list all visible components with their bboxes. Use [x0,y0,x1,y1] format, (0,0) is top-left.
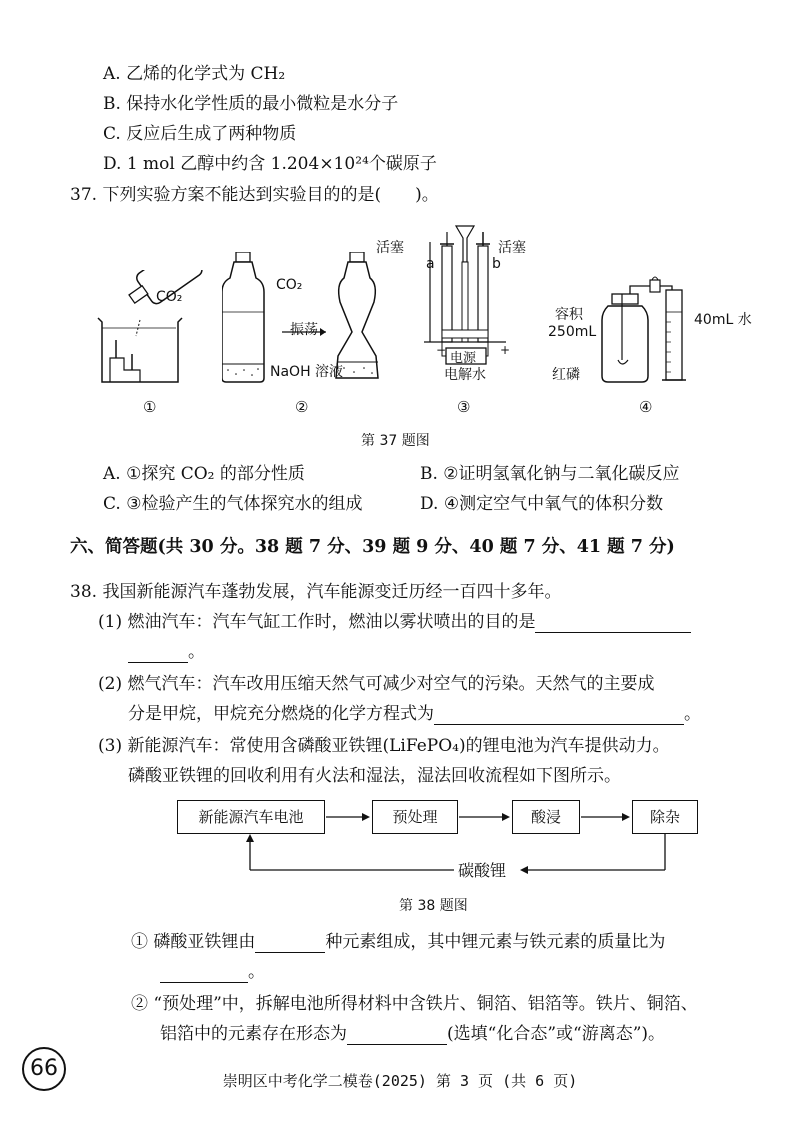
figure-number-3: ③ [457,398,471,416]
figure-2-shake-label: 振荡 [290,322,318,338]
figure-2-co2-label: CO₂ [276,277,303,293]
figure-3-tube-a: a [426,256,435,272]
figure-3-minus: − [436,343,447,357]
flow-step-battery: 新能源汽车电池 [177,800,325,834]
page-number-badge: 66 [22,1047,66,1091]
q38-sub1-line2: 。 [160,961,265,983]
q37-option-c: C. ③检验产生的气体探究水的组成 [103,494,363,514]
q37-option-a: A. ①探究 CO₂ 的部分性质 [103,464,305,484]
q37-option-d: D. ④测定空气中氧气的体积分数 [420,494,664,514]
figure-4-apparatus [600,272,700,387]
q38-sub2-line2: 铝箔中的元素存在形态为 (选填“化合态”或“游离态”)。 [160,1024,666,1044]
q36-option-b: B. 保持水化学性质的最小微粒是水分子 [103,94,399,114]
figure-number-1: ① [143,398,157,416]
figure-3-plus: + [500,343,511,357]
q38-stem: 38. 我国新能源汽车蓬勃发展，汽车能源变迁历经一百四十多年。 [70,582,562,602]
figure-4-phosphorus-label: 红磷 [552,367,580,383]
q38-part1-line1: (1) 燃油汽车：汽车气缸工作时，燃油以雾状喷出的目的是 [98,611,691,633]
q38-part3-line2: 磷酸亚铁锂的回收利用有火法和湿法，湿法回收流程如下图所示。 [128,766,621,786]
figure-4-volume-label: 容积 [555,307,583,323]
figure-3-power-label: 电源 [450,351,477,366]
q37-stem: 37. 下列实验方案不能达到实验目的的是( )。 [70,185,439,205]
q38-sub2-line1: ② “预处理”中，拆解电池所得材料中含铁片、铜箔、铝箔等。铁片、铜箔、 [131,994,698,1014]
figure-number-4: ④ [639,398,653,416]
figure-3-valve-right: 活塞 [498,240,526,256]
flow-step-acid-leach: 酸浸 [512,800,580,834]
figure-3-water-label: 电解水 [444,367,486,383]
figure-4-water-label: 40mL 水 [694,312,752,328]
figure-3-valve-left: 活塞 [376,240,404,256]
figure-38-caption: 第 38 题图 [399,898,468,914]
q37-option-b: B. ②证明氢氧化钠与二氧化碳反应 [420,464,680,484]
q38-part1-line2: 。 [128,641,205,663]
figure-3-tube-b: b [492,256,501,272]
q38-part2-line2: 分是甲烷，甲烷充分燃烧的化学方程式为 。 [128,704,701,724]
figure-37-caption: 第 37 题图 [361,433,430,449]
flow-arrows [0,790,800,890]
page-footer: 崇明区中考化学二模卷(2025) 第 3 页 (共 6 页) [222,1072,578,1090]
flow-step-impurity-removal: 除杂 [632,800,698,834]
flow-return-label: 碳酸锂 [458,861,507,880]
figure-2-naoh-label: NaOH 溶液 [270,364,344,380]
q38-part3-line1: (3) 新能源汽车：常使用含磷酸亚铁锂(LiFePO₄)的锂电池为汽车提供动力。 [98,736,670,756]
flow-step-pretreatment: 预处理 [372,800,458,834]
figure-4-volume-value: 250mL [548,324,597,340]
q38-sub1-line1: ① 磷酸亚铁锂由 种元素组成，其中锂元素与铁元素的质量比为 [131,932,666,952]
figure-1-co2-label: CO₂ [156,289,183,305]
q36-option-a: A. 乙烯的化学式为 CH₂ [103,64,286,84]
figure-1-beaker [90,270,220,390]
q36-option-c: C. 反应后生成了两种物质 [103,124,297,144]
q38-part2-line1: (2) 燃气汽车：汽车改用压缩天然气可减少对空气的污染。天然气的主要成 [98,674,655,694]
q36-option-d: D. 1 mol 乙醇中约含 1.204×10²⁴个碳原子 [103,154,437,174]
figure-number-2: ② [295,398,309,416]
section-6-title: 六、简答题(共 30 分。38 题 7 分、39 题 9 分、40 题 7 分、41 题 7 分) [70,537,675,557]
